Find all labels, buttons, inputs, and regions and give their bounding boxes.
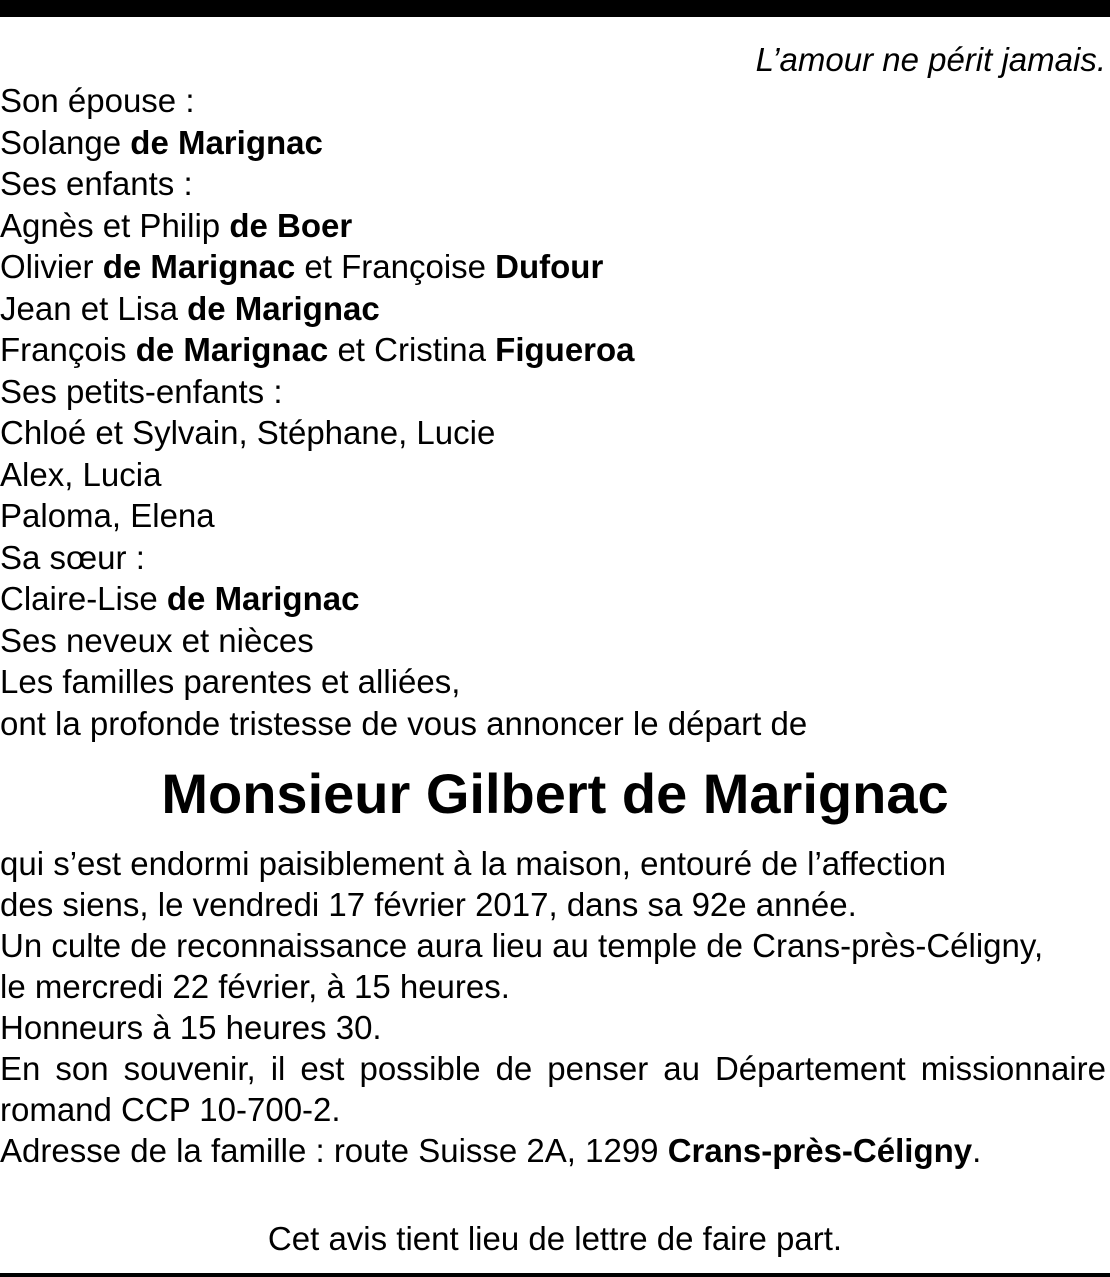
- deceased-name: Monsieur Gilbert de Marignac: [161, 762, 949, 825]
- family-line-surname: de Boer: [229, 206, 353, 244]
- family-line: [0, 412, 1100, 454]
- address-place: Crans-près-Céligny: [667, 1132, 973, 1169]
- details-line: qui s’est endormi paisiblement à la maison, entouré de l’affection: [0, 845, 946, 882]
- details-line: le mercredi 22 février, à 15 heures.: [0, 968, 510, 1005]
- family-line: [0, 578, 1100, 620]
- family-list: [0, 80, 1100, 744]
- family-line-text: Jean et Lisa: [0, 289, 188, 327]
- family-line: [0, 205, 1100, 247]
- family-line: [0, 288, 1100, 330]
- family-line-surname: de Marignac: [187, 289, 380, 327]
- family-line-text: Agnès et Philip: [0, 206, 230, 244]
- funeral-details: [0, 843, 1106, 1171]
- family-line: [0, 661, 1100, 703]
- family-line-surname: de Marignac: [130, 123, 323, 161]
- family-line-text: Ses neveux et nièces: [0, 621, 314, 659]
- family-line-text: et Françoise: [295, 248, 496, 285]
- details-line: des siens, le vendredi 17 février 2017, dans sa 92e année.: [0, 886, 857, 923]
- donation-account-line: romand CCP 10-700-2.: [0, 1091, 341, 1128]
- family-line: [0, 495, 1100, 537]
- family-line-text: Les familles parentes et alliées,: [0, 663, 461, 700]
- closing-note: Cet avis tient lieu de lettre de faire part.: [267, 1220, 843, 1257]
- family-address: [0, 1130, 1106, 1171]
- family-line-surname: Figueroa: [495, 331, 635, 368]
- family-line-text: Alex, Lucia: [0, 455, 162, 493]
- family-line: [0, 537, 1100, 579]
- family-line: [0, 80, 1100, 122]
- family-line-surname: de Marignac: [166, 580, 360, 617]
- address-suffix: .: [972, 1132, 982, 1169]
- family-line: [0, 329, 1100, 371]
- family-line-surname: de Marignac: [102, 248, 296, 285]
- bottom-border-rule: [0, 1273, 1110, 1277]
- family-line: [0, 620, 1100, 662]
- top-border-rule: [0, 0, 1110, 17]
- details-line: Honneurs à 15 heures 30.: [0, 1009, 382, 1046]
- family-line-surname: de Marignac: [135, 331, 329, 368]
- family-line-text: Claire-Lise: [0, 580, 167, 617]
- details-line: Un culte de reconnaissance aura lieu au temple de Crans-près-Céligny,: [0, 927, 1044, 964]
- family-line-text: Ses enfants :: [0, 165, 193, 202]
- donation-line: En son souvenir, il est possible de penser au Département missionnaire: [0, 1050, 1106, 1087]
- family-line: [0, 246, 1100, 288]
- family-line-text: Solange: [0, 123, 131, 161]
- family-line-text: Sa sœur :: [0, 538, 145, 576]
- family-line-surname: Dufour: [495, 248, 604, 285]
- family-line-text: Son épouse :: [0, 82, 195, 119]
- motto-quote: L’amour ne périt jamais.: [755, 41, 1106, 78]
- family-line-text: Paloma, Elena: [0, 497, 215, 534]
- family-line: [0, 703, 1100, 745]
- family-line: [0, 454, 1100, 496]
- family-line-text: et Cristina: [328, 331, 496, 368]
- address-text: Adresse de la famille : route Suisse 2A, 1299: [0, 1132, 668, 1169]
- family-line-text: Ses petits-enfants :: [0, 372, 283, 410]
- family-line: [0, 163, 1100, 205]
- family-line-text: ont la profonde tristesse de vous annoncer le départ de: [0, 704, 808, 742]
- family-line: [0, 371, 1100, 413]
- family-line-text: Chloé et Sylvain, Stéphane, Lucie: [0, 414, 496, 451]
- family-line: [0, 122, 1100, 164]
- family-line-text: Olivier: [0, 248, 103, 285]
- family-line-text: François: [0, 331, 136, 368]
